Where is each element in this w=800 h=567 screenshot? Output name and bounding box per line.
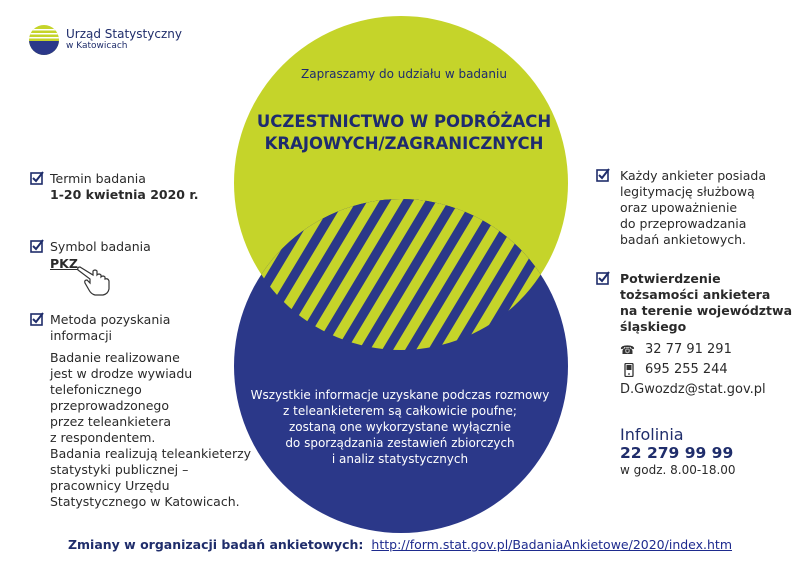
metoda-line: przeprowadzonego — [50, 398, 169, 413]
metoda-label — [50, 312, 170, 344]
termin-value: 1-20 kwietnia 2020 r. — [50, 187, 199, 202]
checkbox-check-icon — [30, 239, 44, 253]
footer-label: Zmiany w organizacji badań ankietowych: — [67, 537, 364, 552]
checkbox-check-icon — [596, 168, 610, 182]
mobile-phone-icon — [622, 363, 636, 377]
footer-link[interactable]: http://form.stat.gov.pl/BadaniaAnkietowe/2020/index.htm — [371, 537, 733, 552]
infolinia-title: Infolinia — [620, 425, 684, 444]
phone-number-1[interactable]: 32 77 91 291 — [645, 342, 732, 357]
confirm-line: Potwierdzenie — [620, 271, 721, 286]
metoda-line: Statystycznego w Katowicach. — [50, 494, 240, 509]
ankieter-info — [620, 168, 766, 248]
confirm-line: na terenie województwa — [620, 303, 793, 318]
invite-text: Zapraszamy do udziału w badaniu — [301, 67, 507, 81]
metoda-line: pracownicy Urzędu — [50, 478, 170, 493]
checkbox-check-icon — [30, 171, 44, 185]
note-line: zostaną one wykorzystane wyłącznie — [289, 420, 511, 434]
survey-title-line1: UCZESTNICTWO W PODRÓŻACH — [256, 112, 552, 131]
note-line: z teleankieterem są całkowicie poufne; — [283, 404, 517, 418]
logo-line2: w Katowicach — [66, 41, 128, 51]
infolinia-hours: w godz. 8.00-18.00 — [620, 463, 736, 477]
note-line: Wszystkie informacje uzyskane podczas rozmowy — [250, 388, 550, 402]
ankieter-info-line: legitymację służbową — [620, 184, 755, 199]
metoda-line: telefonicznego — [50, 382, 142, 397]
pointing-hand-icon — [77, 259, 113, 297]
metoda-line: jest w drodze wywiadu — [50, 366, 193, 381]
metoda-label-line: Metoda pozyskania — [50, 312, 171, 327]
phone-number-2[interactable]: 695 255 244 — [645, 362, 728, 377]
ankieter-info-line: Każdy ankieter posiada — [620, 168, 767, 183]
metoda-body — [50, 350, 251, 510]
symbol-value-link[interactable]: PKZ — [50, 256, 78, 271]
confirm-identity — [620, 271, 792, 335]
ankieter-info-line: oraz upoważnienie — [620, 200, 738, 215]
metoda-line: statystyki publicznej – — [50, 462, 189, 477]
symbol-label: Symbol badania — [50, 239, 151, 254]
metoda-line: Badania realizują teleankieterzy — [50, 446, 252, 461]
email-address[interactable]: D.Gwozdz@stat.gov.pl — [620, 382, 766, 397]
confirm-line: tożsamości ankietera — [620, 287, 771, 302]
ankieter-info-line: badań ankietowych. — [620, 232, 747, 247]
note-line: do sporządzania zestawień zbiorczych — [285, 436, 515, 450]
logo-line1: Urząd Statystyczny — [66, 27, 182, 41]
termin-label: Termin badania — [50, 171, 146, 186]
metoda-label-line: informacji — [50, 328, 113, 343]
confidentiality-note — [240, 387, 560, 467]
survey-title — [234, 111, 574, 155]
checkbox-check-icon — [30, 312, 44, 326]
metoda-line: z respondentem. — [50, 430, 156, 445]
infolinia-number[interactable]: 22 279 99 99 — [620, 444, 734, 462]
telephone-icon: ☎ — [620, 343, 635, 357]
survey-title-line2: KRAJOWYCH/ZAGRANICZNYCH — [264, 134, 544, 153]
metoda-line: Badanie realizowane — [50, 350, 180, 365]
checkbox-check-icon — [596, 271, 610, 285]
confirm-line: śląskiego — [620, 319, 687, 334]
metoda-line: przez teleankietera — [50, 414, 171, 429]
footer — [0, 537, 800, 552]
ankieter-info-line: do przeprowadzania — [620, 216, 747, 231]
note-line: i analiz statystycznych — [331, 452, 469, 466]
